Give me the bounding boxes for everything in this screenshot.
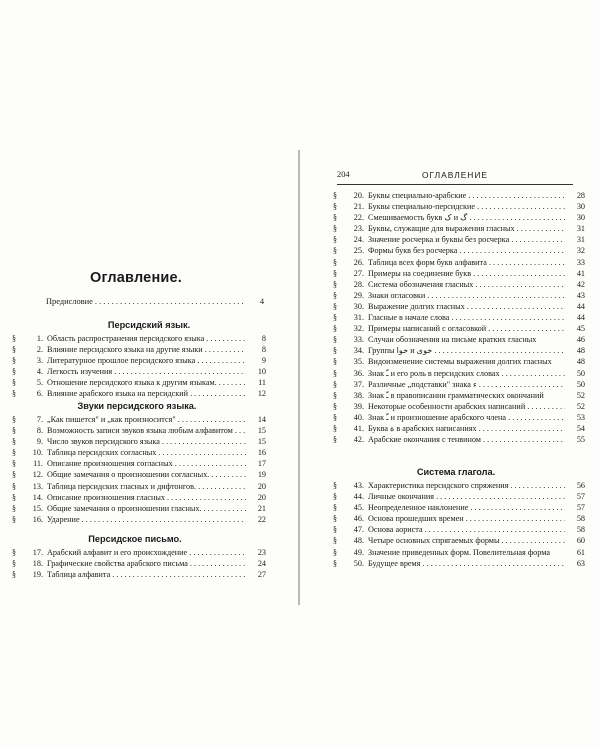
entry-title: Будущее время . . . [368, 558, 565, 569]
entry-page: 52 [576, 401, 585, 411]
toc-entry [333, 245, 585, 256]
section-sign: § [12, 448, 16, 458]
entry-number: 22. [353, 213, 364, 223]
entry-title: Буква ة в арабских написаниях . . . [368, 423, 565, 434]
section-sign: § [333, 379, 337, 389]
section-sign: § [12, 459, 16, 469]
section-sign: § [333, 435, 337, 445]
entry-page: 17 [257, 459, 266, 469]
entry-page: 42 [576, 279, 585, 289]
entry-title: Таблица всех форм букв алфавита . . . [368, 257, 565, 268]
entry-page: 32 [576, 246, 585, 256]
section-sign: § [12, 548, 16, 557]
entry-page: 50 [576, 368, 585, 378]
section-heading: Персидское письмо. [88, 534, 182, 544]
entry-page: 61 [576, 547, 585, 557]
entry-title: Видоизменение системы выражения долгих гласных [368, 357, 552, 367]
toc-entry [333, 223, 585, 234]
entry-title: Область распространения персидского языка . . . [47, 333, 246, 344]
toc-entry [333, 356, 585, 367]
toc-entry [333, 279, 585, 290]
toc-entry [333, 423, 585, 434]
entry-number: 50. [353, 558, 364, 568]
entry-number: 46. [353, 514, 364, 524]
toc-entry [333, 190, 585, 201]
entry-title: Формы букв без росчерка . . . [368, 245, 565, 256]
entry-number: 7. [36, 415, 43, 424]
section-sign: § [12, 389, 16, 399]
entry-number: 20. [353, 191, 364, 200]
section-sign: § [333, 213, 337, 223]
entry-title: Группы خوا и خوی . . . [368, 345, 565, 356]
entry-title: Случаи обозначения на письме кратких гласных [368, 335, 537, 345]
entry-page: 10 [257, 367, 266, 377]
entry-title: Ударение . . . [47, 514, 246, 525]
entry-page: 27 [257, 570, 266, 580]
section-sign: § [333, 547, 337, 557]
entry-title: Основа прошедших времен . . . [368, 513, 565, 524]
entry-title: Буквы специально-персидские . . . [368, 201, 565, 212]
toc-entry [12, 425, 266, 436]
section-sign: § [12, 356, 16, 366]
entry-title: Примеры написаний с огласовкой . . . [368, 323, 565, 334]
entry-number: 1. [36, 334, 43, 343]
entry-title: Гласные в начале слова . . . [368, 312, 565, 323]
page-gutter [298, 150, 300, 605]
entry-title: Буквы, служащие для выражения гласных . . . [368, 223, 565, 234]
section-sign: § [333, 357, 337, 367]
entry-title: Выражение долгих гласных . . . [368, 301, 565, 312]
section-sign: § [333, 268, 337, 278]
entry-title: Знаки огласовки . . . [368, 290, 565, 301]
entry-number: 5. [36, 378, 43, 388]
entry-title: Таблица персидских согласных . . . [47, 447, 246, 458]
entry-number: 37. [353, 379, 364, 389]
entry-number: 30. [353, 301, 364, 311]
preface-label: Предисловие . . . [46, 296, 244, 307]
toc-entry [12, 547, 266, 558]
entry-page: 52 [576, 390, 585, 400]
toc-entry [333, 368, 585, 379]
entry-number: 3. [36, 356, 43, 366]
entry-number: 21. [353, 202, 364, 212]
entry-page: 20 [257, 492, 266, 502]
section-heading: Персидский язык. [107, 320, 191, 330]
entry-title: Литературное прошлое персидского языка . . . [47, 355, 246, 366]
entry-number: 38. [353, 390, 364, 400]
section-sign: § [12, 378, 16, 388]
section-sign: § [12, 437, 16, 447]
entry-title: Таблица персидских гласных и дифтонгов. . . . [47, 481, 246, 492]
entry-number: 49. [353, 547, 364, 557]
entry-page: 31 [576, 235, 585, 245]
toc-entry [12, 569, 266, 580]
section-sign: § [333, 525, 337, 535]
toc-entry [12, 436, 266, 447]
toc-entry [12, 447, 266, 458]
entry-page: 8 [261, 334, 266, 343]
entry-number: 13. [32, 481, 43, 491]
entry-title: Некоторые особенности арабских написаний . . . [368, 401, 565, 412]
entry-page: 44 [576, 313, 585, 323]
running-title: ОГЛАВЛЕНИЕ [422, 170, 488, 180]
entry-page: 56 [576, 481, 585, 490]
entry-page: 15 [257, 426, 266, 436]
section-sign: § [333, 191, 337, 200]
preface-page: 4 [259, 297, 264, 306]
section-sign: § [333, 235, 337, 245]
entry-title: Смешиваемость букв ک и گ . . . [368, 212, 565, 223]
entry-number: 32. [353, 324, 364, 334]
entry-title: Примеры на соединение букв . . . [368, 268, 565, 279]
section-sign: § [333, 390, 337, 400]
entry-title: Возможность записи звуков языка любым алфавитом . . . [47, 425, 246, 436]
section-sign: § [333, 536, 337, 546]
toc-entry [333, 434, 585, 445]
entry-page: 30 [576, 202, 585, 212]
entry-page: 31 [576, 224, 585, 234]
entry-title: Значение росчерка и буквы без росчерка . . . [368, 234, 565, 245]
entry-number: 12. [32, 470, 43, 480]
toc-entry [333, 234, 585, 245]
toc-entry [12, 481, 266, 492]
entry-number: 4. [36, 367, 43, 377]
entry-title: Графические свойства арабского письма . . . [47, 558, 246, 569]
section-sign: § [12, 367, 16, 377]
entry-number: 14. [32, 492, 43, 502]
section-sign: § [333, 514, 337, 524]
section-sign: § [12, 345, 16, 355]
entry-number: 10. [32, 448, 43, 458]
entry-number: 26. [353, 257, 364, 267]
entry-title: Четыре основных спрягаемых формы . . . [368, 535, 565, 546]
toc-entry [12, 469, 266, 480]
entry-page: 48 [576, 346, 585, 356]
entry-number: 28. [353, 279, 364, 289]
toc-entry [12, 458, 266, 469]
entry-page: 60 [576, 536, 585, 546]
toc-entry [333, 212, 585, 223]
entry-title: Система обозначения гласных . . . [368, 279, 565, 290]
toc-entry [333, 345, 585, 356]
entry-title: Арабский алфавит и его происхождение . . . [47, 547, 246, 558]
page-number: 204 [337, 170, 350, 179]
entry-number: 39. [353, 401, 364, 411]
entry-title: Знак ـّ в правописании грамматических окончаний [368, 390, 544, 400]
toc-entry [12, 514, 266, 525]
toc-entry [333, 268, 585, 279]
entry-page: 19 [257, 470, 266, 480]
toc-entry [12, 355, 266, 366]
entry-page: 57 [576, 492, 585, 502]
toc-entry [333, 558, 585, 569]
entry-number: 29. [353, 290, 364, 300]
entry-page: 21 [257, 503, 266, 513]
toc-list [12, 547, 266, 580]
toc-entry [333, 513, 585, 524]
entry-title: „Как пишется" и „как произносится" . . . [47, 414, 246, 425]
toc-list [333, 190, 585, 445]
entry-number: 42. [353, 435, 364, 445]
section-sign: § [12, 559, 16, 569]
entry-page: 46 [576, 335, 585, 345]
entry-number: 24. [353, 235, 364, 245]
entry-page: 22 [257, 514, 266, 524]
left-page [0, 0, 298, 750]
entry-page: 24 [257, 559, 266, 569]
toc-entry [333, 390, 585, 401]
toc-entry [333, 502, 585, 513]
entry-number: 31. [353, 313, 364, 323]
section-sign: § [333, 412, 337, 422]
toc-entry [333, 301, 585, 312]
section-sign: § [12, 570, 16, 580]
entry-title: Описание произношения согласных . . . [47, 458, 246, 469]
toc-entry [12, 414, 266, 425]
entry-page: 45 [576, 324, 585, 334]
entry-page: 58 [576, 525, 585, 535]
toc-entry [12, 492, 266, 503]
section-sign: § [12, 415, 16, 424]
section-heading: Звуки персидского языка. [77, 401, 197, 411]
section-sign: § [333, 202, 337, 212]
entry-number: 40. [353, 412, 364, 422]
entry-title: Знак ـّ и его роль в персидских словах . . . [368, 368, 565, 379]
entry-number: 45. [353, 503, 364, 513]
toc-entry [333, 379, 585, 390]
entry-page: 23 [257, 548, 266, 557]
entry-title: Отношение персидского языка к другим языкам. . . . [47, 377, 246, 388]
toc-entry [333, 201, 585, 212]
section-sign: § [333, 558, 337, 568]
running-header [337, 170, 573, 185]
toc-title: Оглавление. [90, 270, 183, 286]
entry-page: 11 [258, 378, 266, 388]
entry-page: 41 [576, 268, 585, 278]
entry-number: 16. [32, 514, 43, 524]
section-sign: § [12, 492, 16, 502]
entry-title: Значение приведенных форм. Повелительная форма [368, 547, 550, 557]
entry-number: 47. [353, 525, 364, 535]
section-sign: § [333, 224, 337, 234]
toc-entry [333, 535, 585, 546]
entry-number: 11. [33, 459, 43, 469]
entry-title: Неопределенное наклонение . . . [368, 502, 565, 513]
toc-entry [333, 401, 585, 412]
section-sign: § [12, 334, 16, 343]
entry-page: 9 [261, 356, 266, 366]
entry-title: Число звуков персидского языка . . . [47, 436, 246, 447]
section-sign: § [333, 368, 337, 378]
entry-title: Общие замечания о произношении гласных. . . . [47, 503, 246, 514]
toc-entry [333, 524, 585, 535]
toc-entry [333, 290, 585, 301]
entry-number: 6. [36, 389, 43, 399]
entry-title: Описание произношения гласных . . . [47, 492, 246, 503]
entry-page: 54 [576, 423, 585, 433]
section-sign: § [333, 492, 337, 502]
section-sign: § [333, 324, 337, 334]
entry-number: 23. [353, 224, 364, 234]
section-sign: § [333, 301, 337, 311]
section-sign: § [333, 335, 337, 345]
entry-title: Таблица алфавита . . . [47, 569, 246, 580]
section-sign: § [333, 503, 337, 513]
toc-entry [333, 491, 585, 502]
entry-number: 48. [353, 536, 364, 546]
toc-entry [333, 480, 585, 491]
entry-number: 19. [32, 570, 43, 580]
section-sign: § [333, 246, 337, 256]
entry-page: 58 [576, 514, 585, 524]
entry-page: 15 [257, 437, 266, 447]
entry-page: 48 [576, 357, 585, 367]
entry-page: 44 [576, 301, 585, 311]
toc-entry [12, 333, 266, 344]
entry-number: 15. [32, 503, 43, 513]
entry-page: 63 [576, 558, 585, 568]
entry-number: 25. [353, 246, 364, 256]
toc-entry [333, 547, 585, 558]
entry-number: 34. [353, 346, 364, 356]
entry-number: 2. [36, 345, 43, 355]
section-sign: § [333, 401, 337, 411]
entry-number: 27. [353, 268, 364, 278]
entry-title: Знак ـّ и произношение арабского члена . . . [368, 412, 565, 423]
entry-title: Различные „подставки" знака ء . . . [368, 379, 565, 390]
section-sign: § [333, 481, 337, 490]
entry-page: 30 [576, 213, 585, 223]
toc-entry [12, 344, 266, 355]
section-sign: § [12, 470, 16, 480]
entry-title: Буквы специально-арабские . . . [368, 190, 565, 201]
section-sign: § [333, 290, 337, 300]
section-sign: § [12, 481, 16, 491]
entry-title: Характеристика персидского спряжения . . . [368, 480, 565, 491]
entry-number: 17. [32, 548, 43, 557]
section-sign: § [333, 279, 337, 289]
entry-page: 20 [257, 481, 266, 491]
section-sign: § [333, 313, 337, 323]
entry-page: 12 [257, 389, 266, 399]
entry-page: 16 [257, 448, 266, 458]
entry-title: Личные окончания . . . [368, 491, 565, 502]
entry-number: 18. [32, 559, 43, 569]
section-heading: Система глагола. [416, 467, 496, 477]
entry-number: 9. [36, 437, 43, 447]
toc-entry [12, 377, 266, 388]
entry-page: 55 [576, 435, 585, 445]
entry-title: Основа аориста . . . [368, 524, 565, 535]
entry-page: 28 [576, 191, 585, 200]
section-sign: § [12, 503, 16, 513]
toc-list [12, 414, 266, 525]
toc-entry [333, 412, 585, 423]
entry-page: 57 [576, 503, 585, 513]
entry-page: 14 [257, 415, 266, 424]
entry-number: 36. [353, 368, 364, 378]
entry-number: 8. [36, 426, 43, 436]
entry-page: 50 [576, 379, 585, 389]
toc-list [333, 480, 585, 569]
entry-number: 35. [353, 357, 364, 367]
entry-title: Влияние арабского языка на персидский . . . [47, 388, 246, 399]
section-sign: § [12, 426, 16, 436]
entry-title: Арабские окончания с тенвином . . . [368, 434, 565, 445]
toc-entry [333, 323, 585, 334]
toc-entry [333, 312, 585, 323]
toc-entry [12, 503, 266, 514]
entry-page: 53 [576, 412, 585, 422]
toc-entry [333, 257, 585, 268]
toc-entry [333, 334, 585, 345]
preface-entry [46, 296, 264, 307]
section-sign: § [333, 257, 337, 267]
section-sign: § [333, 346, 337, 356]
toc-entry [12, 388, 266, 399]
toc-list [12, 333, 266, 400]
toc-entry [12, 366, 266, 377]
right-page [301, 0, 600, 750]
entry-page: 43 [576, 290, 585, 300]
entry-number: 44. [353, 492, 364, 502]
entry-page: 33 [576, 257, 585, 267]
entry-number: 33. [353, 335, 364, 345]
entry-number: 43. [353, 481, 364, 490]
entry-number: 41. [353, 423, 364, 433]
entry-page: 8 [261, 345, 266, 355]
entry-title: Легкость изучения . . . [47, 366, 246, 377]
section-sign: § [12, 514, 16, 524]
entry-title: Общие замечания о произношении согласных. . . . [47, 469, 246, 480]
entry-title: Влияние персидского языка на другие языки . . . [47, 344, 246, 355]
toc-entry [12, 558, 266, 569]
section-sign: § [333, 423, 337, 433]
